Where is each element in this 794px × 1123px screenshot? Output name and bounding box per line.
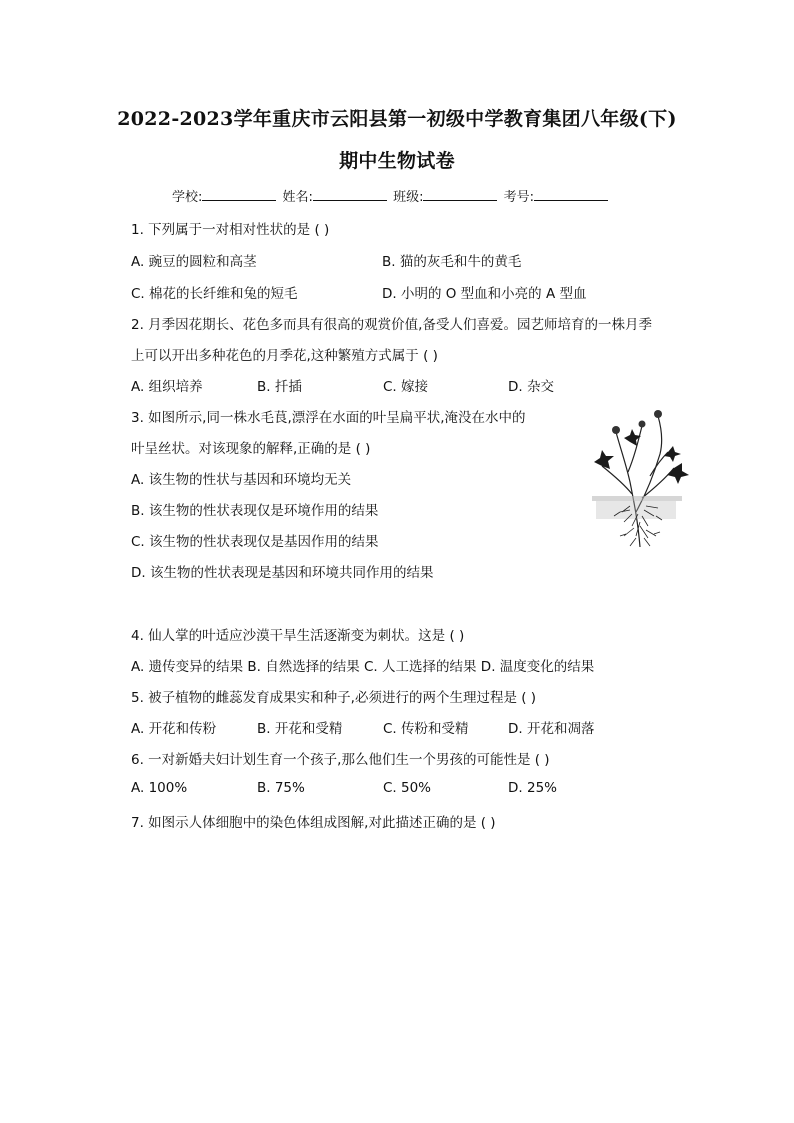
name-blank[interactable]	[313, 188, 387, 201]
exam-no-blank[interactable]	[534, 188, 608, 201]
name-label: 姓名:	[282, 190, 313, 205]
class-label: 班级:	[393, 190, 424, 205]
q2-stem-line-2: 上可以开出多种花色的月季花,这种繁殖方式属于 ( )	[131, 348, 438, 364]
q6-option-d[interactable]: D. 25%	[508, 780, 557, 796]
q2-option-c[interactable]: C. 嫁接	[383, 379, 429, 395]
q5-option-d[interactable]: D. 开花和凋落	[508, 721, 595, 737]
class-blank[interactable]	[423, 188, 497, 201]
q5-option-b[interactable]: B. 开花和受精	[257, 721, 343, 737]
q1-option-c[interactable]: C. 棉花的长纤维和兔的短毛	[131, 286, 298, 302]
q3-option-b[interactable]: B. 该生物的性状表现仅是环境作用的结果	[131, 503, 379, 519]
school-blank[interactable]	[202, 188, 276, 201]
q1-option-a[interactable]: A. 豌豆的圆粒和高茎	[131, 254, 257, 270]
q4-options[interactable]: A. 遗传变异的结果 B. 自然选择的结果 C. 人工选择的结果 D. 温度变化的结果	[131, 659, 595, 675]
q5-option-a[interactable]: A. 开花和传粉	[131, 721, 217, 737]
q3-stem-line-1: 3. 如图所示,同一株水毛茛,漂浮在水面的叶呈扁平状,淹没在水中的	[131, 410, 526, 426]
exam-title-line-2: 期中生物试卷	[339, 150, 455, 172]
q6-option-c[interactable]: C. 50%	[383, 780, 432, 796]
q3-option-c[interactable]: C. 该生物的性状表现仅是基因作用的结果	[131, 534, 379, 550]
student-info-row	[172, 186, 610, 205]
q2-option-a[interactable]: A. 组织培养	[131, 379, 203, 395]
q5-stem: 5. 被子植物的雌蕊发育成果实和种子,必须进行的两个生理过程是 ( )	[131, 690, 537, 706]
q3-option-d[interactable]: D. 该生物的性状表现是基因和环境共同作用的结果	[131, 565, 434, 581]
q1-stem: 1. 下列属于一对相对性状的是 ( )	[131, 222, 330, 238]
water-buttercup-figure	[590, 402, 696, 552]
school-label: 学校:	[172, 190, 203, 205]
q6-option-a[interactable]: A. 100%	[131, 780, 188, 796]
q4-stem: 4. 仙人掌的叶适应沙漠干旱生活逐渐变为刺状。这是 ( )	[131, 628, 465, 644]
q2-option-b[interactable]: B. 扦插	[257, 379, 302, 395]
q1-option-b[interactable]: B. 猫的灰毛和牛的黄毛	[382, 254, 522, 270]
q7-stem: 7. 如图示人体细胞中的染色体组成图解,对此描述正确的是 ( )	[131, 815, 496, 831]
q1-option-d[interactable]: D. 小明的 O 型血和小亮的 A 型血	[382, 286, 587, 302]
exam-no-label: 考号:	[503, 190, 534, 205]
q3-option-a[interactable]: A. 该生物的性状与基因和环境均无关	[131, 472, 352, 488]
q2-stem-line-1: 2. 月季因花期长、花色多而具有很高的观赏价值,备受人们喜爱。园艺师培育的一株月季	[131, 317, 652, 333]
q3-stem-line-2: 叶呈丝状。对该现象的解释,正确的是 ( )	[131, 441, 371, 457]
exam-title-line-1: 2022-2023学年重庆市云阳县第一初级中学教育集团八年级(下)	[117, 108, 677, 130]
q2-option-d[interactable]: D. 杂交	[508, 379, 554, 395]
q6-stem: 6. 一对新婚夫妇计划生育一个孩子,那么他们生一个男孩的可能性是 ( )	[131, 752, 550, 768]
q5-option-c[interactable]: C. 传粉和受精	[383, 721, 469, 737]
q6-option-b[interactable]: B. 75%	[257, 780, 305, 796]
